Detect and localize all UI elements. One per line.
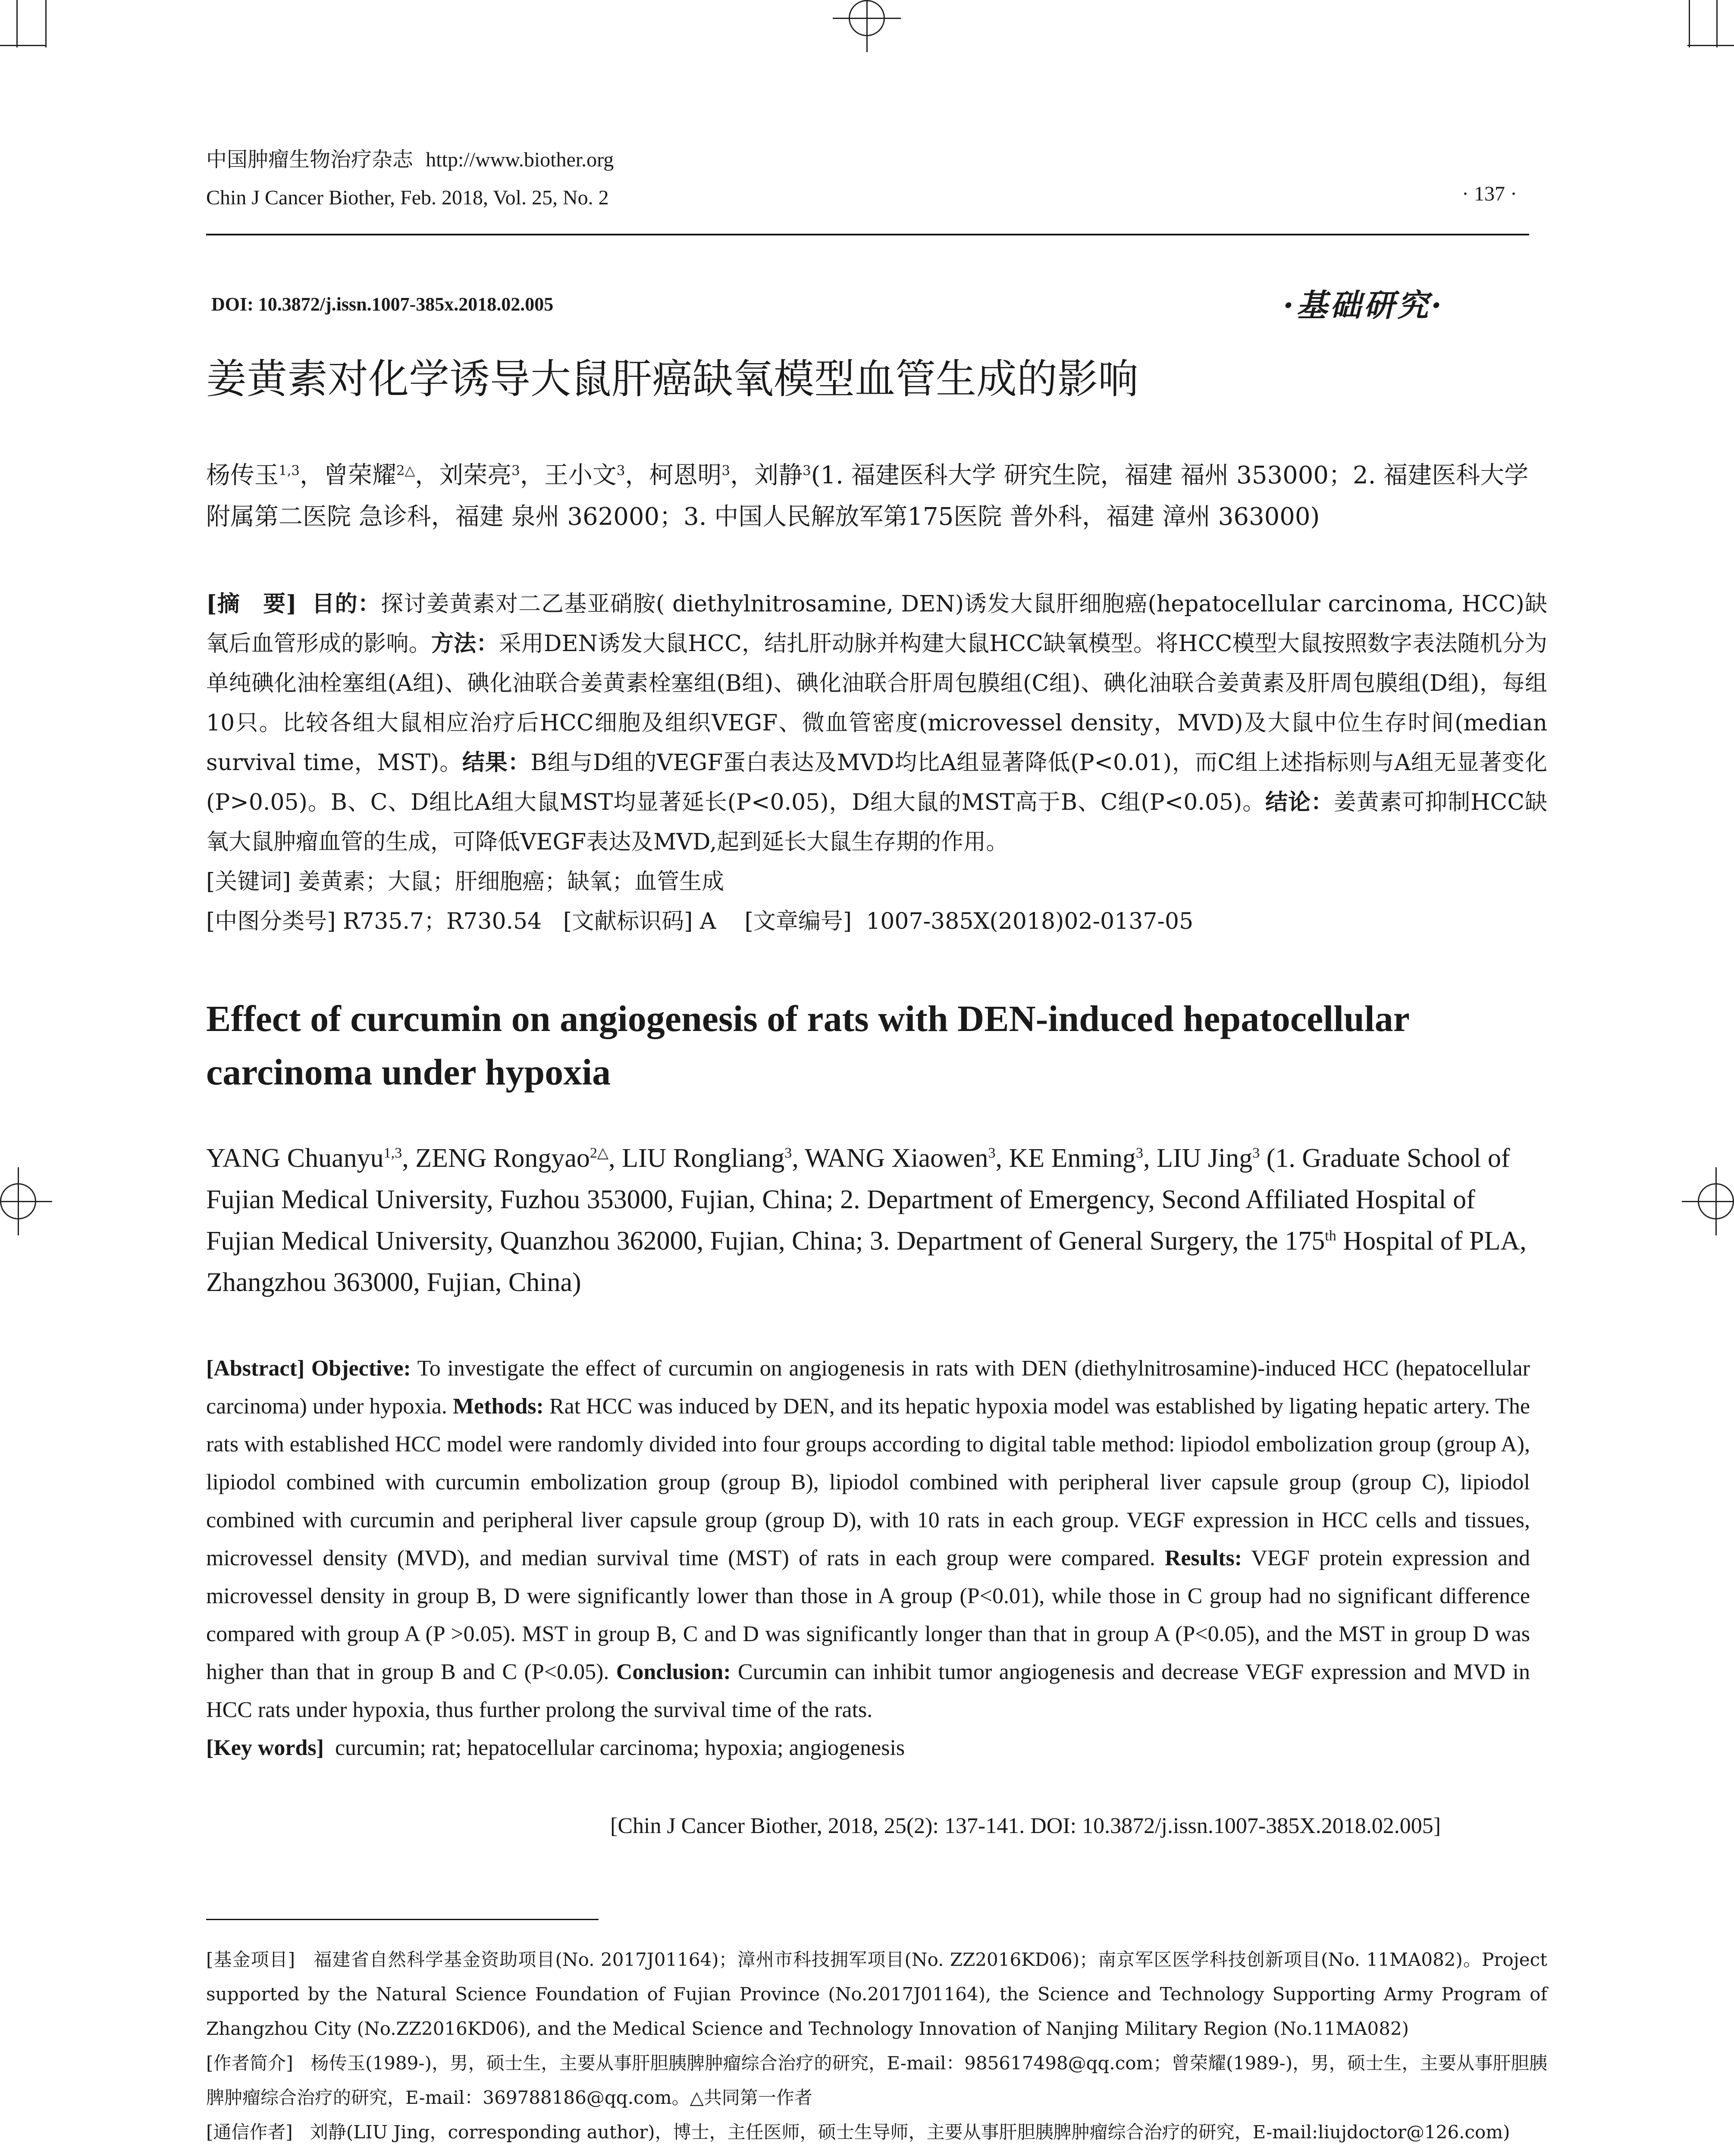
article-title-cn: 姜黄素对化学诱导大鼠肝癌缺氧模型血管生成的影响	[206, 356, 1139, 403]
article-title-en: Effect of curcumin on angiogenesis of rats with DEN-induced hepatocellular carcinoma under hypoxia	[206, 998, 1409, 1093]
correspondence-label: [通信作者]	[206, 2122, 293, 2143]
conclusion-text: Curcumin can inhibit tumor angiogenesis and decrease VEGF expression and MVD in HCC rats under hypoxia, thus further prolong the survival time of the rats.	[206, 1660, 1530, 1722]
citation: [Chin J Cancer Biother, 2018, 25(2): 137-141. DOI: 10.3872/j.issn.1007-385X.2018.02.005]	[610, 1814, 1441, 1838]
correspondence-note	[206, 2115, 1547, 2150]
authors-cn	[206, 455, 1543, 538]
doi[interactable]: DOI: 10.3872/j.issn.1007-385x.2018.02.005	[211, 294, 554, 315]
footnotes	[206, 1943, 1547, 2150]
results-label: 结果：	[462, 749, 531, 776]
author-name: ，柯恩明	[625, 461, 722, 489]
registration-mark	[849, 0, 885, 36]
methods-label: 方法：	[431, 630, 499, 657]
funding-text: 福建省自然科学基金资助项目(No. 2017J01164)；漳州市科技拥军项目(No. ZZ2016KD06)；南京军区医学科技创新项目(No. 11MA082)。Project supported by the Natural Science Foundation of Fujian Province (No.2017J01164), the Science and Technology Supporting Army Program of Zhangzhou City (No.ZZ2016KD06), and the Medical Science and Technology Innovation of Nanjing Military Region (No.11MA082)	[206, 1949, 1547, 2039]
journal-url[interactable]: http://www.biother.org	[426, 148, 614, 171]
page-number: · 137 ·	[1462, 182, 1517, 205]
crop-mark	[45, 0, 47, 47]
author-name: YANG Chuanyu	[206, 1144, 384, 1173]
keywords-text: 姜黄素；大鼠；肝细胞癌；缺氧；血管生成	[298, 869, 724, 895]
author-name: , WANG Xiaowen	[792, 1144, 988, 1173]
objective-text: 探讨姜黄素对二乙基亚硝胺( diethylnitrosamine, DEN)诱发大鼠肝细胞癌(hepatocellular carcinoma, HCC)缺氧后血管形成的影响。	[206, 591, 1548, 657]
author-name: , KE Enming	[995, 1144, 1136, 1173]
articleno-label: [文章编号]	[744, 909, 852, 934]
author-bio-label: [作者简介]	[206, 2053, 293, 2074]
keywords-text: curcumin; rat; hepatocellular carcinoma; hypoxia; angiogenesis	[335, 1736, 905, 1760]
author-name: , LIU Jing	[1143, 1144, 1253, 1173]
abstract-label: [摘 要]	[206, 591, 297, 617]
crop-mark	[1716, 0, 1718, 47]
journal-name-cn: 中国肿瘤生物治疗杂志	[206, 147, 414, 172]
author-affil-sup: 3	[988, 1145, 996, 1161]
results-text: VEGF protein expression and microvessel density in group B, D were significantly lower than those in A group (P<0.01), while those in C group had no significant difference compared with group A (P >0.05). MST in group B, C and D was significantly longer than that in group A (P<0.05), and the MST in group D was higher than that in group B and C (P<0.05).	[206, 1546, 1530, 1684]
doccode-value: A	[699, 909, 716, 934]
author-bio-note	[206, 2046, 1547, 2115]
registration-mark	[1698, 1183, 1734, 1219]
crop-mark	[0, 45, 47, 46]
journal-name-en: Chin J Cancer Biother, Feb. 2018, Vol. 25, No. 2	[206, 186, 609, 209]
affiliations-en-cont: Hospital of PLA, Zhangzhou 363000, Fujian, China)	[206, 1226, 1527, 1297]
author-name: , ZENG Rongyao	[402, 1144, 590, 1173]
author-name: ，曾荣耀	[299, 461, 396, 489]
author-bio-text: 杨传玉(1989-)，男，硕士生，主要从事肝胆胰脾肿瘤综合治疗的研究，E-mail：985617498@qq.com；曾荣耀(1989-)，男，硕士生，主要从事肝胆胰脾肿瘤综合治疗的研究，E-mail：369788186@qq.com。△共同第一作者	[206, 2053, 1547, 2108]
conclusion-text: 姜黄素可抑制HCC缺氧大鼠肿瘤血管的生成，可降低VEGF表达及MVD,起到延长大鼠生存期的作用。	[206, 790, 1547, 855]
conclusion-label: Conclusion:	[616, 1660, 731, 1684]
abstract-label: [Abstract]	[206, 1356, 305, 1381]
methods-text: 采用DEN诱发大鼠HCC，结扎肝动脉并构建大鼠HCC缺氧模型。将HCC模型大鼠按照数字表法随机分为单纯碘化油栓塞组(A组)、碘化油联合姜黄素栓塞组(B组)、碘化油联合肝周包膜组(C组)、碘化油联合姜黄素及肝周包膜组(D组)，每组10只。比较各组大鼠相应治疗后HCC细胞及组织VEGF、微血管密度(microvessel density，MVD)及大鼠中位生存时间(median survival time，MST)。	[206, 631, 1547, 776]
author-name: , LIU Rongliang	[608, 1144, 785, 1173]
objective-label: Objective:	[311, 1356, 411, 1381]
keywords-label: [Key words]	[206, 1736, 324, 1760]
crop-mark	[1687, 45, 1734, 46]
funding-note	[206, 1943, 1547, 2046]
class-label: [中图分类号]	[206, 909, 336, 934]
crop-mark	[1689, 0, 1690, 47]
author-name: ，王小文	[520, 461, 617, 489]
results-text: B组与D组的VEGF蛋白表达及MVD均比A组显著降低(P<0.01)，而C组上述指标则与A组无显著变化(P>0.05)。B、C、D组比A组大鼠MST均显著延长(P<0.05)，D组大鼠的MST高于B、C组(P<0.05)。	[206, 750, 1547, 815]
keywords-label: [关键词]	[206, 869, 291, 895]
abstract-cn	[206, 584, 1547, 941]
affiliations-cn: (1. 福建医科大学 研究生院，福建 福州 353000；2. 福建医科大学附属第二医院 急诊科，福建 泉州 362000；3. 中国人民解放军第175医院 普外科，福建 漳州 363000)	[206, 461, 1529, 531]
author-name: ，刘静	[730, 461, 803, 489]
keywords-cn	[206, 862, 1547, 902]
author-affil-sup: 3	[721, 463, 731, 479]
abstract-en	[206, 1350, 1530, 1767]
author-name: 杨传玉	[206, 461, 279, 489]
objective-label: 目的：	[312, 591, 381, 617]
author-affil-sup: 3	[1136, 1145, 1144, 1161]
author-affil-sup: 3	[1252, 1145, 1260, 1161]
doccode-label: [文献标识码]	[563, 909, 693, 934]
author-affil-sup: 3	[616, 463, 625, 479]
header-rule	[206, 234, 1529, 235]
authors-en	[206, 1138, 1547, 1303]
running-header	[206, 147, 614, 211]
articleno-value: 1007-385X(2018)02-0137-05	[866, 909, 1194, 934]
author-name: ，刘荣亮	[415, 461, 512, 489]
section-tag: ·基础研究·	[1283, 287, 1445, 323]
author-affil-sup: 3	[784, 1145, 792, 1161]
ordinal-sup: th	[1325, 1228, 1336, 1244]
crop-mark	[16, 0, 18, 47]
keywords-en	[206, 1729, 1530, 1767]
author-affil-sup: 1,3	[383, 1145, 402, 1161]
conclusion-label: 结论：	[1265, 789, 1334, 815]
objective-text: To investigate the effect of curcumin on angiogenesis in rats with DEN (diethylnitrosamine)-induced HCC (hepatocellular carcinoma) under hypoxia.	[206, 1356, 1530, 1419]
author-affil-sup: 3	[511, 463, 520, 479]
class-value: R735.7；R730.54	[343, 909, 542, 934]
results-label: Results:	[1164, 1546, 1242, 1570]
classification-line	[206, 902, 1547, 941]
registration-mark	[0, 1183, 36, 1219]
funding-label: [基金项目]	[206, 1949, 295, 1970]
author-affil-sup: 2△	[396, 463, 415, 479]
affiliations-en: (1. Graduate School of Fujian Medical University, Fuzhou 353000, Fujian, China; 2. Department of Emergency, Second Affiliated Hospital of Fujian Medical University, Quanzhou 362000, Fujian, China; 3. Department of General Surgery, the 175	[206, 1144, 1510, 1256]
methods-text: Rat HCC was induced by DEN, and its hepatic hypoxia model was established by ligating hepatic artery. The rats with established HCC model were randomly divided into four groups according to digital table method: lipiodol embolization group (group A), lipiodol combined with curcumin embolization group (group B), lipiodol combined with peripheral liver capsule group (group C), lipiodol combined with curcumin and peripheral liver capsule group (group D), with 10 rats in each group. VEGF expression in HCC cells and tissues, microvessel density (MVD), and median survival time (MST) of rats in each group were compared.	[206, 1394, 1530, 1570]
author-affil-sup: 2△	[589, 1145, 609, 1161]
author-affil-sup: 1,3	[279, 463, 300, 479]
correspondence-text: 刘静(LIU Jing，corresponding author)，博士，主任医师，硕士生导师，主要从事肝胆胰脾肿瘤综合治疗的研究，E-mail:liujdoctor@126.com)	[310, 2122, 1510, 2143]
footnote-rule	[206, 1919, 599, 1920]
author-affil-sup: 3	[803, 463, 811, 479]
methods-label: Methods:	[452, 1394, 544, 1419]
